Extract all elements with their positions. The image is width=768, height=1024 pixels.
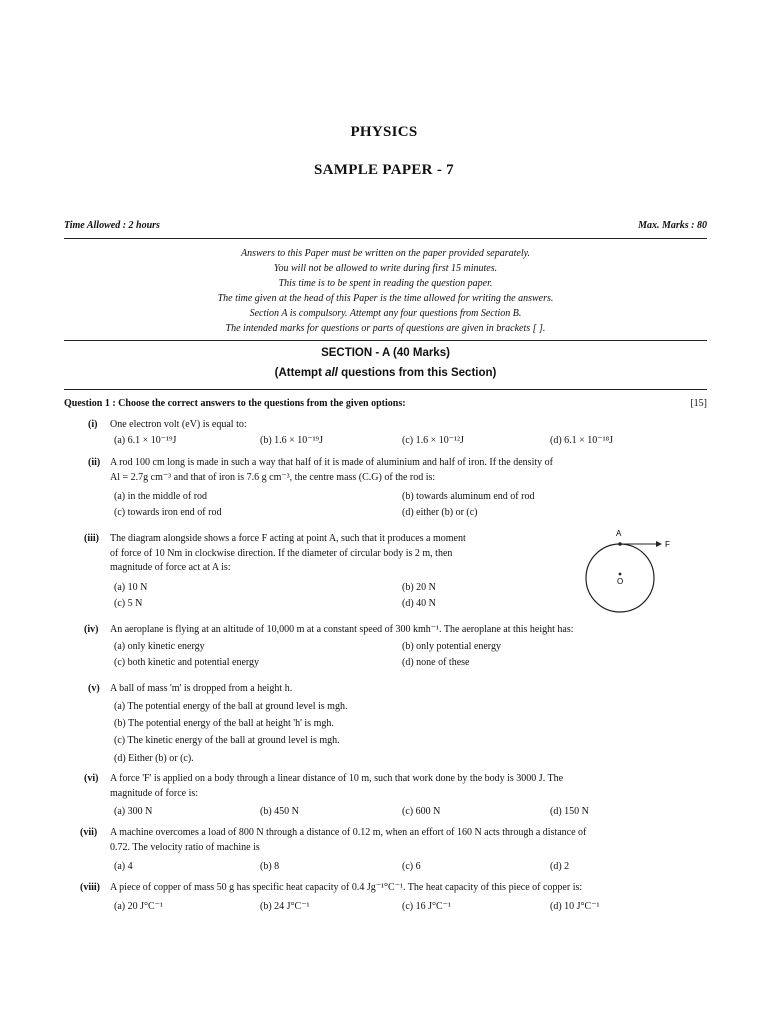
part-text: An aeroplane is flying at an altitude of 10,000 m at a constant speed of 300 kmh⁻¹. The aeroplane at this height has: xyxy=(110,624,574,635)
part-text: magnitude of force is: xyxy=(110,788,199,799)
max-marks: Max. Marks : 80 xyxy=(638,220,707,231)
subject-title: PHYSICS xyxy=(350,124,418,140)
part-text: Al = 2.7g cm⁻³ and that of iron is 7.6 g cm⁻³, the centre mass (C.G) of the rod is: xyxy=(110,472,436,483)
part-text: A piece of copper of mass 50 g has specific heat capacity of 0.4 Jg⁻¹°C⁻¹. The heat capacity of this piece of copper is: xyxy=(110,882,583,893)
part-text: A rod 100 cm long is made in such a way that half of it is made of aluminium and half of iron. If the density of xyxy=(110,457,553,468)
option: (c) 6 xyxy=(402,861,421,872)
time-allowed: Time Allowed : 2 hours xyxy=(64,220,160,231)
option: (d) 6.1 × 10⁻¹⁸J xyxy=(550,435,613,446)
paper-title: SAMPLE PAPER - 7 xyxy=(314,162,454,178)
force-label: F xyxy=(665,540,670,549)
instruction-line: This time is to be spent in reading the question paper. xyxy=(278,278,493,289)
option: (a) 4 xyxy=(114,861,133,872)
option: (c) The kinetic energy of the ball at ground level is mgh. xyxy=(114,735,340,746)
part-text: 0.72. The velocity ratio of machine is xyxy=(110,842,260,853)
centre-label: O xyxy=(617,577,624,586)
option: (a) 20 J°C⁻¹ xyxy=(114,901,163,912)
exam-meta xyxy=(64,220,707,234)
option: (a) 10 N xyxy=(114,582,148,593)
option: (c) both kinetic and potential energy xyxy=(114,657,260,668)
divider xyxy=(64,238,707,239)
option: (d) 10 J°C⁻¹ xyxy=(550,901,600,912)
option: (b) The potential energy of the ball at height 'h' is mgh. xyxy=(114,718,334,729)
arrowhead-icon xyxy=(656,541,662,547)
question-marks: [15] xyxy=(690,398,707,409)
option: (d) none of these xyxy=(402,657,470,668)
option: (b) 1.6 × 10⁻¹⁹J xyxy=(260,435,323,446)
option: (a) 300 N xyxy=(114,806,153,817)
question-heading xyxy=(64,398,707,409)
option: (c) 600 N xyxy=(402,806,441,817)
part-text: The diagram alongside shows a force F acting at point A, such that it produces a moment xyxy=(110,533,466,544)
part-number: (vi) xyxy=(84,773,99,784)
instructions xyxy=(64,246,707,336)
force-diagram xyxy=(582,522,682,618)
part-number: (vii) xyxy=(80,827,98,838)
part-number: (v) xyxy=(88,683,100,694)
option: (b) 24 J°C⁻¹ xyxy=(260,901,310,912)
section-subtitle: (Attempt all questions from this Section) xyxy=(274,367,497,379)
instruction-line: Answers to this Paper must be written on the paper provided separately. xyxy=(240,248,531,259)
divider xyxy=(64,389,707,390)
option: (c) 1.6 × 10⁻¹²J xyxy=(402,435,464,446)
option: (c) 16 J°C⁻¹ xyxy=(402,901,451,912)
option: (d) 2 xyxy=(550,861,570,872)
option: (b) 20 N xyxy=(402,582,436,593)
part-text: A machine overcomes a load of 800 N through a distance of 0.12 m, when an effort of 160 N acts through a distance of xyxy=(110,827,587,838)
option: (b) only potential energy xyxy=(402,641,501,652)
part-number: (iv) xyxy=(84,624,99,635)
part-text: A ball of mass 'm' is dropped from a height h. xyxy=(110,683,293,694)
part-number: (ii) xyxy=(88,457,101,468)
option: (b) 8 xyxy=(260,861,280,872)
part-text: magnitude of force act at A is: xyxy=(110,562,231,573)
part-number: (iii) xyxy=(84,533,99,544)
instruction-line: The time given at the head of this Paper is the time allowed for writing the answers. xyxy=(217,293,554,304)
option: (d) either (b) or (c) xyxy=(402,507,478,518)
option: (d) 40 N xyxy=(402,598,436,609)
divider xyxy=(64,340,707,341)
part-text: A force 'F' is applied on a body through a linear distance of 10 m, such that work done by the body is 3000 J. The xyxy=(110,773,564,784)
option: (a) The potential energy of the ball at ground level is mgh. xyxy=(114,701,348,712)
option: (c) 5 N xyxy=(114,598,143,609)
option: (b) towards aluminum end of rod xyxy=(402,491,535,502)
part-number: (viii) xyxy=(80,882,100,893)
part-number: (i) xyxy=(88,419,98,430)
instruction-line: Section A is compulsory. Attempt any four questions from Section B. xyxy=(249,308,522,319)
option: (d) Either (b) or (c). xyxy=(114,753,194,764)
option: (a) only kinetic energy xyxy=(114,641,205,652)
option: (c) towards iron end of rod xyxy=(114,507,222,518)
question-label: Question 1 : Choose the correct answers to the questions from the given options: xyxy=(64,398,406,409)
instruction-line: You will not be allowed to write during first 15 minutes. xyxy=(273,263,498,274)
option: (a) in the middle of rod xyxy=(114,491,208,502)
option: (b) 450 N xyxy=(260,806,299,817)
centre-dot xyxy=(619,573,622,576)
part-text: of force of 10 Nm in clockwise direction. If the diameter of circular body is 2 m, then xyxy=(110,548,453,559)
part-text: One electron volt (eV) is equal to: xyxy=(110,419,247,430)
option: (a) 6.1 × 10⁻¹⁹J xyxy=(114,435,177,446)
section-title: SECTION - A (40 Marks) xyxy=(321,347,450,359)
option: (d) 150 N xyxy=(550,806,589,817)
instruction-line: The intended marks for questions or parts of questions are given in brackets [ ]. xyxy=(225,323,546,334)
point-label: A xyxy=(616,529,622,538)
